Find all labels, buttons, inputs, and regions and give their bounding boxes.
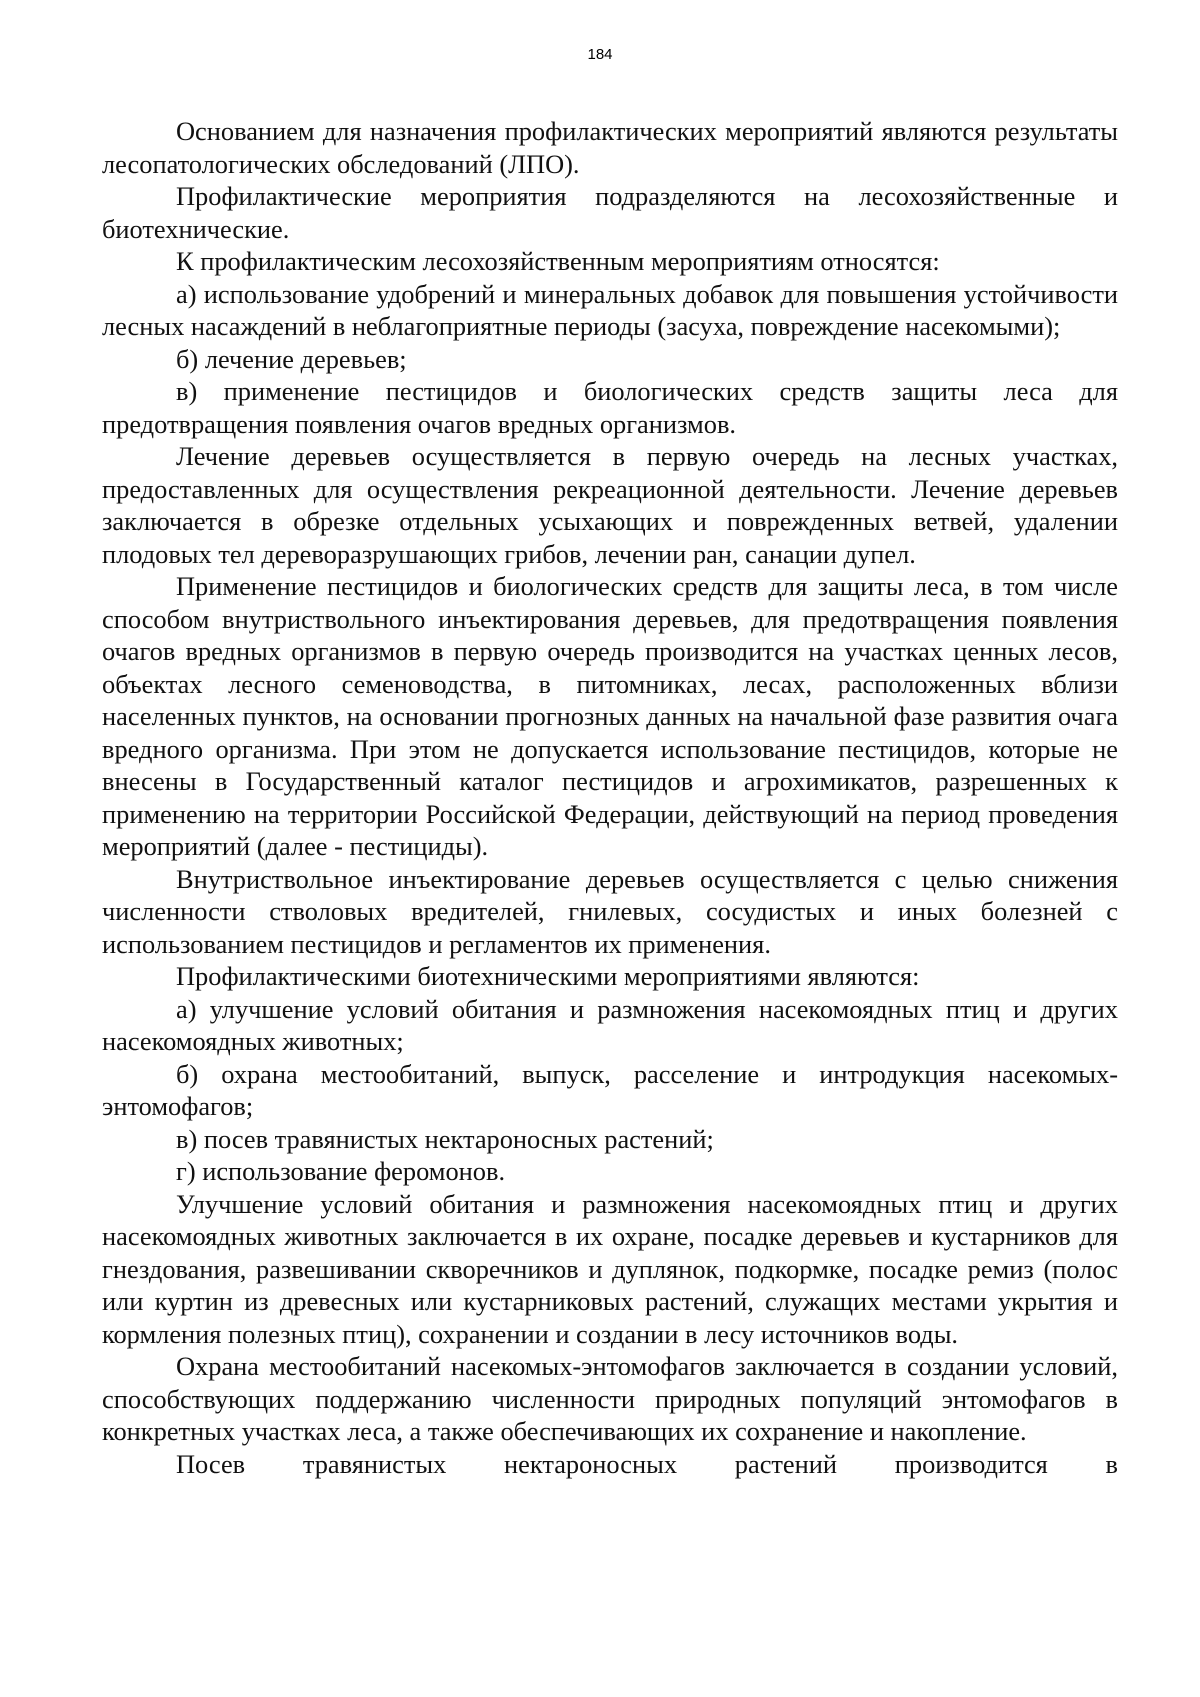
paragraph-biotechnical-measures: Профилактическими биотехническими мероприятиями являются: [176,961,920,991]
paragraph-basis: Основанием для назначения профилактических мероприятий являются результаты лесопатологических обследований (ЛПО). [102,116,1118,179]
paragraph-entomophage-habitat: Охрана местообитаний насекомых-энтомофагов заключается в создании условий, способствующих поддержанию численности природных популяций энтомофагов в конкретных участках леса, а также обеспечивающих их сохранение и накопление. [102,1351,1118,1446]
list-item-pesticides: в) применение пестицидов и биологических средств защиты леса для предотвращения появления очагов вредных организмов. [102,376,1118,439]
page-number: 184 [587,46,613,63]
paragraph-tree-treatment: Лечение деревьев осуществляется в первую очередь на лесных участках, предоставленных для осуществления рекреационной деятельности. Лечение деревьев заключается в обрезке отдельных усыхающих и поврежденных ветвей, удалении плодовых тел дереворазрушающих грибов, лечении ран, санации дупел. [102,441,1118,569]
paragraph-forestry-measures: К профилактическим лесохозяйственным мероприятиям относятся: [176,246,940,276]
list-item-nectar-plants: в) посев травянистых нектароносных растений; [176,1123,714,1154]
paragraph-pesticide-use: Применение пестицидов и биологических средств для защиты леса, в том числе способом внутриствольного инъектирования деревьев, для предотвращения появления очагов вредных организмов в первую очередь производится на участках ценных лесов, объектах лесного семеноводства, в питомниках, лесах, расположенных вблизи населенных пунктов, на основании прогнозных данных на начальной фазе развития очага вредного организма. При этом не допускается использование пестицидов, которые не внесены в Государственный каталог пестицидов и агрохимикатов, разрешенных к применению на территории Российской Федерации, действующий на период проведения мероприятий (далее - пестициды). [102,571,1118,861]
list-item-birds: а) улучшение условий обитания и размножения насекомоядных птиц и других насекомоядных животных; [102,993,1118,1056]
document-body [102,115,1118,1480]
paragraph-bird-habitat: Улучшение условий обитания и размножения насекомоядных птиц и других насекомоядных животных заключается в их охране, посадке деревьев и кустарников для гнездования, развешивании скворечников и дуплянок, подкормке, посадке ремиз (полос или куртин из древесных или кустарниковых растений, служащих местами укрытия и кормления полезных птиц), сохранении и создании в лесу источников воды. [102,1188,1118,1349]
list-item-fertilizers: а) использование удобрений и минеральных добавок для повышения устойчивости лесных насаждений в неблагоприятные периоды (засуха, повреждение насекомыми); [102,278,1118,341]
paragraph-nectar-sowing: Посев травянистых нектароносных растений производится в [176,1448,1118,1479]
paragraph-injection: Внутриствольное инъектирование деревьев осуществляется с целью снижения численности стволовых вредителей, гнилевых, сосудистых и иных болезней с использованием пестицидов и регламентов их применения. [102,863,1118,959]
list-item-tree-treatment: б) лечение деревьев; [176,343,407,374]
list-item-entomophages: б) охрана местообитаний, выпуск, расселение и интродукция насекомых-энтомофагов; [102,1058,1118,1121]
paragraph-division: Профилактические мероприятия подразделяются на лесохозяйственные и биотехнические. [102,181,1118,244]
list-item-pheromones: г) использование феромонов. [176,1156,506,1186]
